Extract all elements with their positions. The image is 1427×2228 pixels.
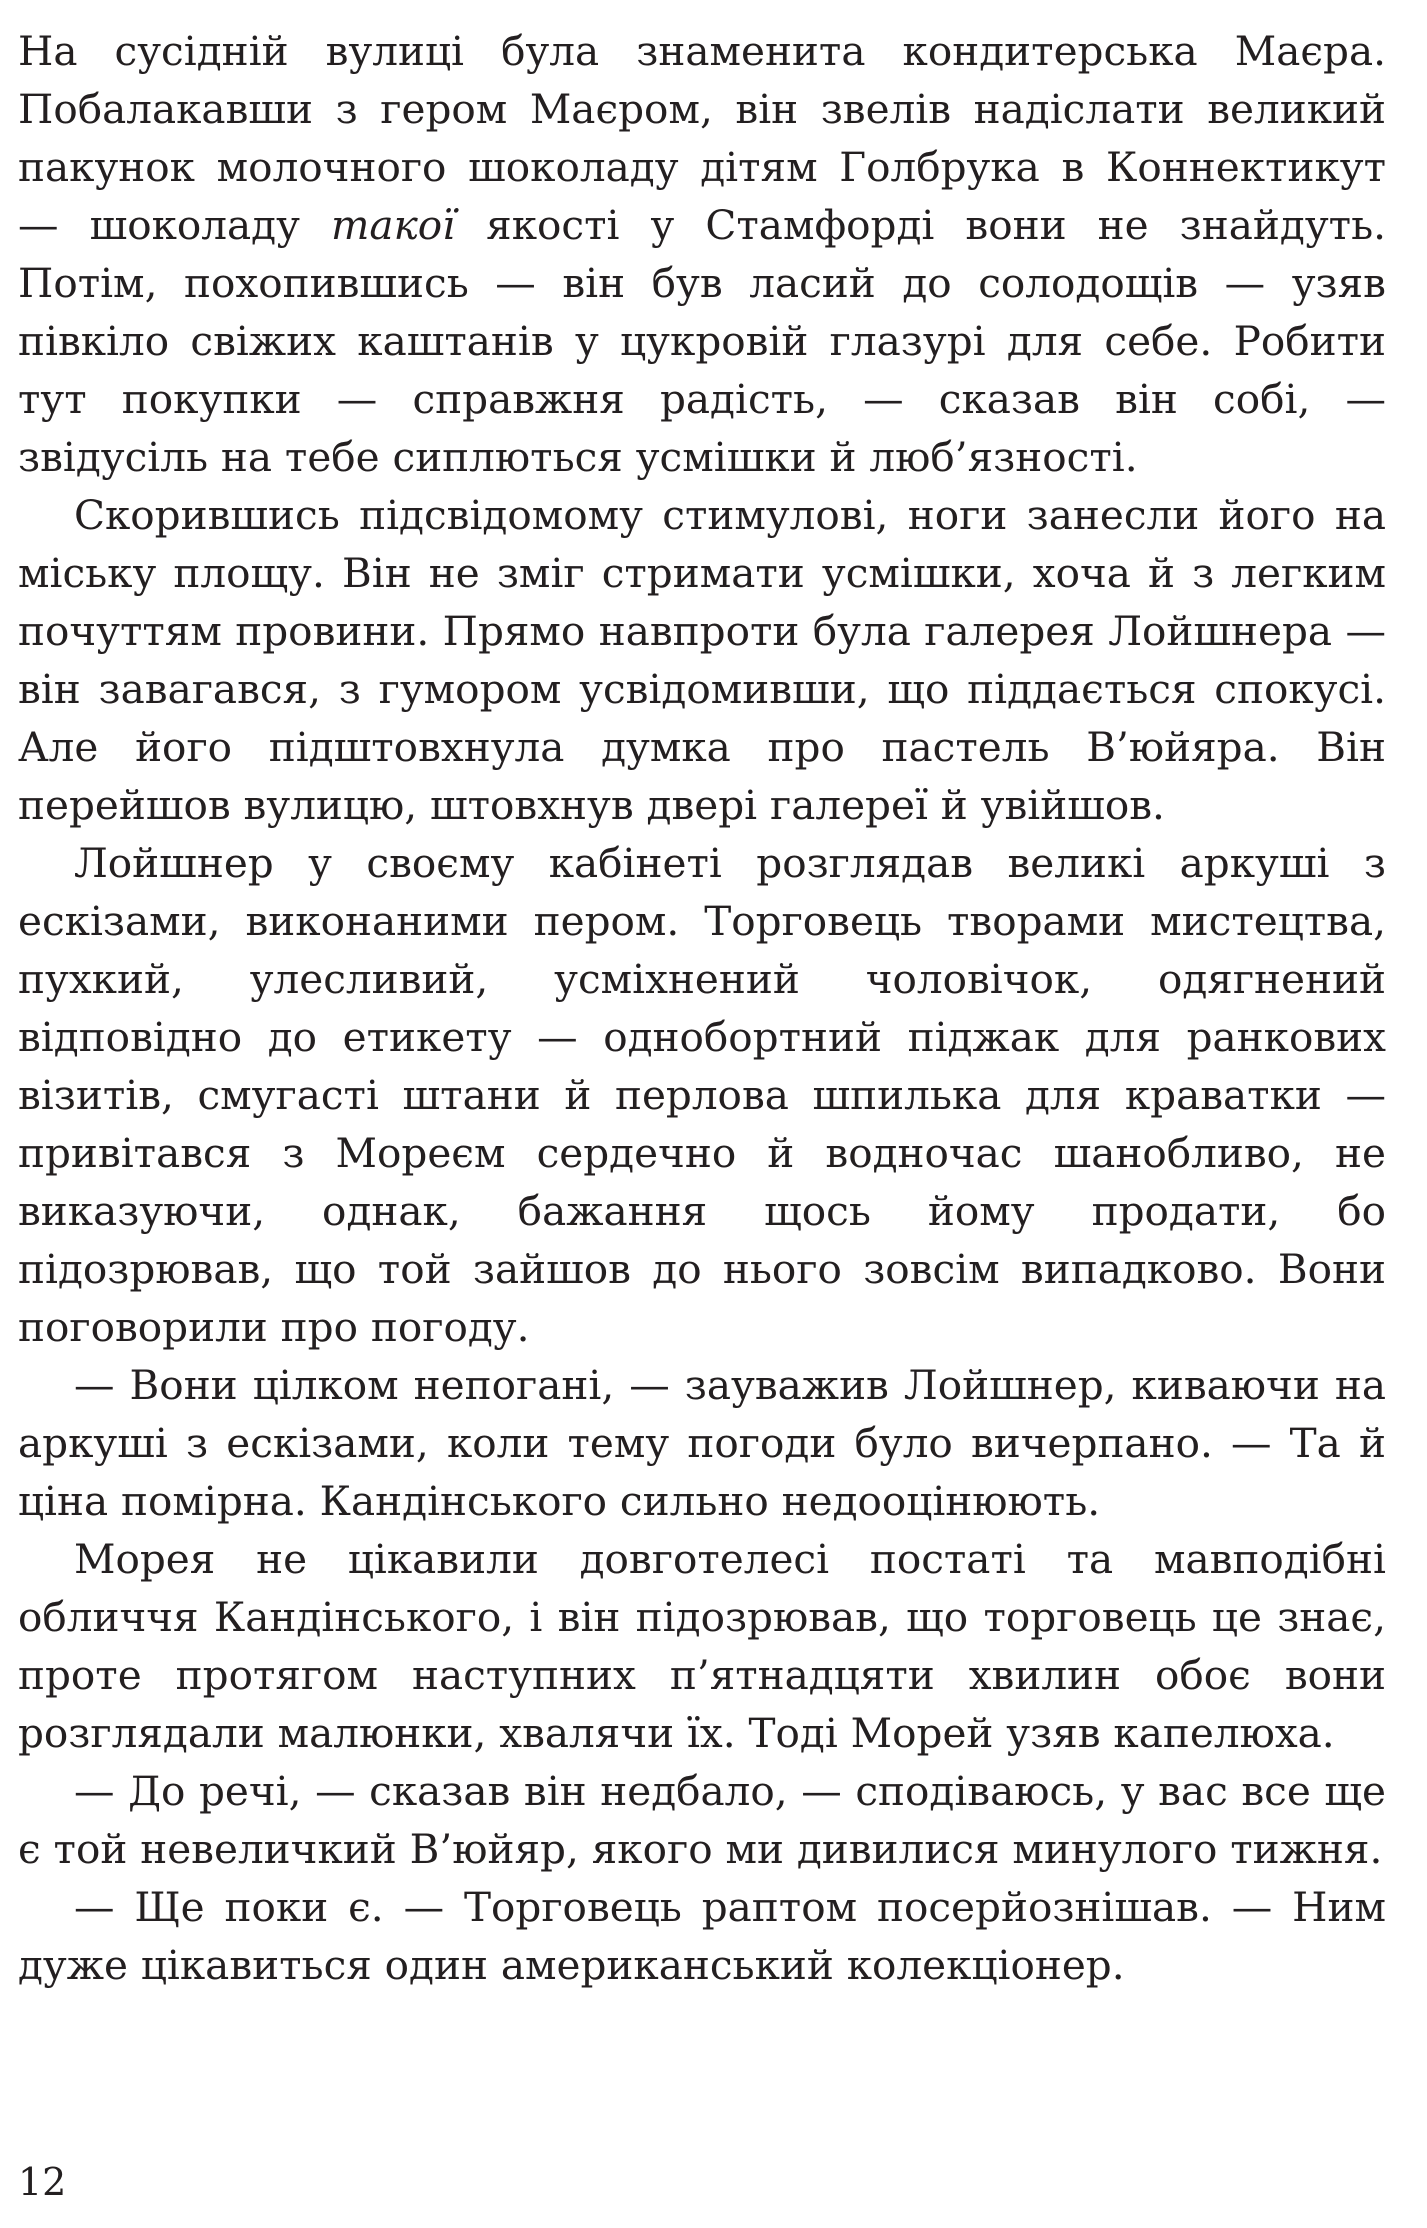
- paragraph-6: — До речі, — сказав він недбало, — сподіваюсь, у вас все ще є той невеличкий В’юйяр, якого ми дивилися минулого тижня.: [18, 1767, 1386, 1873]
- paragraph-2: Скорившись підсвідомому стимулові, ноги занесли його на міську площу. Він не зміг стримати усмішки, хоча й з легким почуттям провини. Прямо навпроти була галерея Лойшнера — він завагався, з гумором усвідомивши, що піддається спокусі. Але його підштовхнула думка про пастель В’юйяра. Він перейшов вулицю, штовхнув двері галереї й увійшов.: [18, 491, 1386, 829]
- emphasis-word: такої: [331, 201, 456, 249]
- paragraph-1: [18, 22, 1386, 486]
- paragraph-7: — Ще поки є. — Торговець раптом посерйознішав. — Ним дуже цікавиться один американський колекціонер.: [18, 1883, 1386, 1989]
- paragraph-1-text-a: На сусідній вулиці була знаменита кондитерська Маєра. Побалакавши з гером Маєром, він звелів надіслати великий пакунок молочного шоколаду дітям Голбрука в Коннектикут — шоколаду: [18, 27, 1386, 249]
- paragraph-3: Лойшнер у своєму кабінеті розглядав великі аркуші з ескізами, виконаними пером. Торговець творами мистецтва, пухкий, улесливий, усміхнений чоловічок, одягнений відповідно до етикету — однобортний піджак для ранкових візитів, смугасті штани й перлова шпилька для краватки — привітався з Мореєм сердечно й водночас шанобливо, не виказуючи, однак, бажання щось йому продати, бо підозрював, що той зайшов до нього зовсім випадково. Вони поговорили про погоду.: [18, 839, 1386, 1351]
- paragraph-1-text-b: якості у Стамфорді вони не знайдуть. Потім, похопившись — він був ласий до солодощів — узяв півкіло свіжих каштанів у цукровій глазурі для себе. Робити тут покупки — справжня радість, — сказав він собі, — звідусіль на тебе сиплються усмішки й люб’язності.: [18, 201, 1387, 481]
- paragraph-4: — Вони цілком непогані, — зауважив Лойшнер, киваючи на аркуші з ескізами, коли тему погоди було вичерпано. — Та й ціна помірна. Кандінського сильно недооцінюють.: [18, 1361, 1386, 1525]
- paragraph-5: Морея не цікавили довготелесі постаті та мавподібні обличчя Кандінського, і він підозрював, що торговець це знає, проте протягом наступних п’ятнадцяти хвилин обоє вони розглядали малюнки, хвалячи їх. Тоді Морей узяв капелюха.: [18, 1535, 1386, 1757]
- page-number: 12: [18, 2160, 67, 2204]
- page-body: [18, 22, 1386, 1994]
